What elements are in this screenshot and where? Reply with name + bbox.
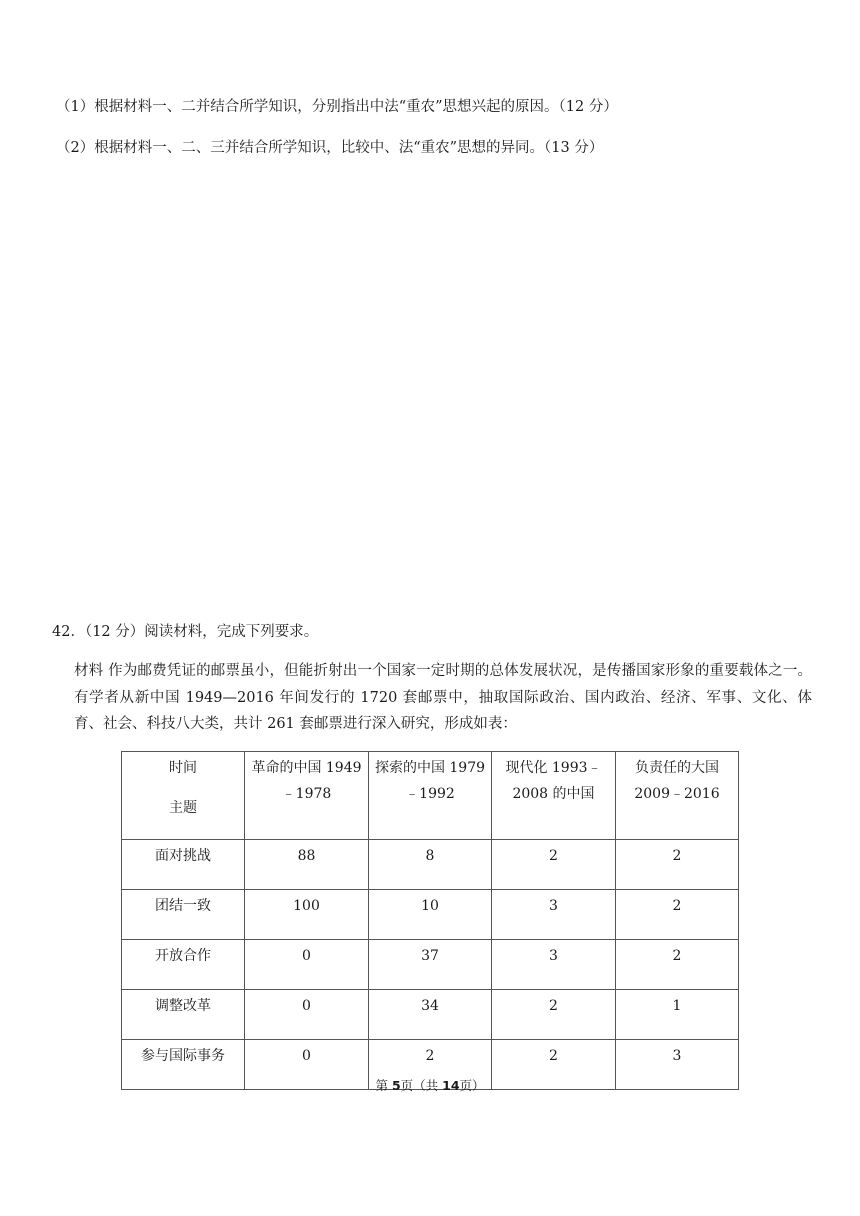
page-footer (0, 1076, 860, 1096)
table-row (122, 990, 739, 1040)
page-number: 5 (391, 1078, 401, 1093)
table-cell: 10 (369, 890, 492, 940)
column-header (616, 752, 739, 840)
row-theme-cell: 面对挑战 (122, 840, 245, 890)
table-cell: 3 (616, 1040, 739, 1090)
table-cell: 0 (245, 990, 369, 1040)
table-cell: 88 (245, 840, 369, 890)
table-header-row (122, 752, 739, 840)
column-header-line: 负责任的大国 (635, 760, 719, 776)
table-cell: 1 (616, 990, 739, 1040)
stamp-theme-table (121, 751, 739, 1090)
corner-label-theme: 主题 (169, 800, 197, 816)
column-header (245, 752, 369, 840)
table-row (122, 940, 739, 990)
question-42-material: 材料 作为邮费凭证的邮票虽小，但能折射出一个国家一定时期的总体发展状况，是传播国家形象的重要载体之一。有学者从新中国 1949—2016 年间发行的 1720 套邮票中，抽取国际政治、国内政治、经济、军事、文化、体育、社会、科技八大类，共计 261 套邮票进行深入研究，形成如表： (74, 663, 812, 732)
question-41-part-2: （2）根据材料一、二、三并结合所学知识，比较中、法“重农”思想的异同。（13 分） (56, 140, 604, 156)
question-42-heading: 42．（12 分）阅读材料，完成下列要求。 (52, 624, 319, 640)
row-theme-cell: 团结一致 (122, 890, 245, 940)
column-header-line: 探索的中国 1979 (374, 760, 486, 776)
question-41-part-1: （1）根据材料一、二并结合所学知识，分别指出中法“重农”思想兴起的原因。（12 分） (56, 99, 618, 115)
footer-suffix: 页） (459, 1078, 485, 1093)
row-theme-cell: 调整改革 (122, 990, 245, 1040)
table-row (122, 890, 739, 940)
footer-middle: 页（共 (400, 1078, 443, 1093)
column-header-line: 2009﹣2016 (634, 786, 720, 802)
corner-label-time: 时间 (169, 760, 197, 776)
column-header-line: 2008 的中国 (512, 786, 595, 802)
table-cell: 0 (245, 1040, 369, 1090)
column-header-line: 现代化 1993﹣ (505, 760, 602, 776)
column-header-line: 革命的中国 1949 (251, 760, 362, 776)
column-header-line: ﹣1978 (281, 786, 332, 802)
table-cell: 100 (245, 890, 369, 940)
table-corner-cell (122, 752, 245, 840)
table-cell: 2 (369, 1040, 492, 1090)
column-header (492, 752, 616, 840)
table-cell: 0 (245, 940, 369, 990)
table-row (122, 840, 739, 890)
table-cell: 2 (616, 940, 739, 990)
table-cell: 2 (616, 840, 739, 890)
table-cell: 3 (492, 890, 616, 940)
table-cell: 2 (492, 990, 616, 1040)
column-header (369, 752, 492, 840)
total-pages: 14 (442, 1078, 460, 1093)
table-cell: 2 (492, 1040, 616, 1090)
table-cell: 2 (492, 840, 616, 890)
row-theme-cell: 参与国际事务 (122, 1040, 245, 1090)
table-cell: 34 (369, 990, 492, 1040)
footer-prefix: 第 (375, 1078, 392, 1093)
row-theme-cell: 开放合作 (122, 940, 245, 990)
table-cell: 2 (616, 890, 739, 940)
table-cell: 3 (492, 940, 616, 990)
table-cell: 37 (369, 940, 492, 990)
column-header-line: ﹣1992 (405, 786, 455, 802)
table-cell: 8 (369, 840, 492, 890)
